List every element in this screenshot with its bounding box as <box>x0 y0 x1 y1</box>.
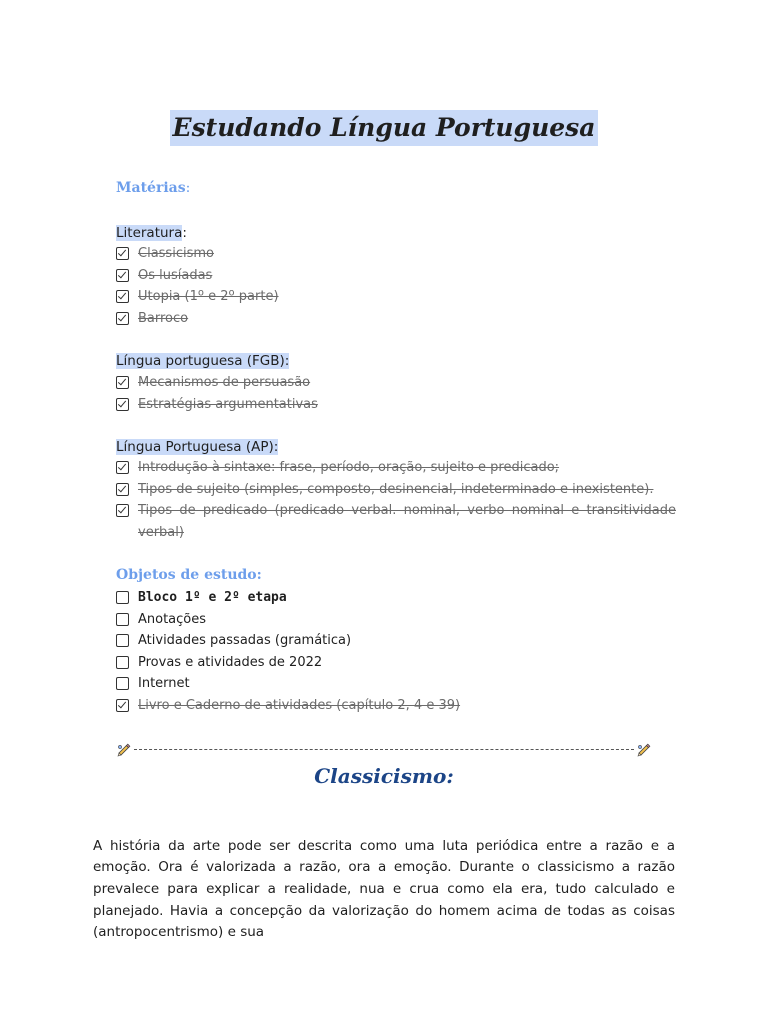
checkbox-unchecked[interactable] <box>116 591 129 604</box>
checklist-item <box>116 673 676 695</box>
checkbox-checked[interactable] <box>116 398 129 411</box>
pencil-icon <box>116 741 132 757</box>
checklist-item-text: Livro e Caderno de atividades (capítulo 2, 4 e 39) <box>138 697 461 713</box>
materias-heading-colon: : <box>185 180 191 196</box>
checklist-item-text: Mecanismos de persuasão <box>138 375 311 390</box>
checklist-objetos <box>116 587 676 717</box>
checklist-fgb <box>116 372 676 415</box>
group-label-text: Literatura <box>116 225 183 241</box>
checkbox-checked[interactable] <box>116 699 129 712</box>
checkbox-checked[interactable] <box>116 312 129 325</box>
checklist-item-text: Provas e atividades de 2022 <box>138 654 323 670</box>
checklist-item-text: Atividades passadas (gramática) <box>138 633 352 649</box>
checklist-item <box>116 308 676 330</box>
checkbox-checked[interactable] <box>116 247 129 260</box>
checklist-item <box>116 609 676 631</box>
checklist-item-text: Introdução à sintaxe: frase, período, oração, sujeito e predicado; <box>138 460 560 475</box>
checklist-item <box>116 286 676 308</box>
classicismo-title: Classicismo: <box>314 764 454 788</box>
checklist-item <box>116 372 676 394</box>
checklist-item <box>116 500 676 543</box>
checklist-literatura <box>116 243 676 329</box>
checkbox-unchecked[interactable] <box>116 656 129 669</box>
checkbox-checked[interactable] <box>116 269 129 282</box>
checkbox-checked[interactable] <box>116 290 129 303</box>
objetos-heading-text: Objetos de estudo: <box>116 567 262 583</box>
materias-heading <box>116 180 190 196</box>
checklist-item-text: Tipos de sujeito (simples, composto, desinencial, indeterminado e inexistente). <box>138 481 654 497</box>
checkbox-unchecked[interactable] <box>116 613 129 626</box>
checkbox-checked[interactable] <box>116 483 129 496</box>
pencil-icon <box>636 741 652 757</box>
group-label-suffix: : <box>182 225 187 241</box>
checkbox-checked[interactable] <box>116 504 129 517</box>
checklist-ap <box>116 457 676 543</box>
checklist-item <box>116 695 676 717</box>
checklist-item <box>116 394 676 416</box>
checklist-item <box>116 630 676 652</box>
checkbox-checked[interactable] <box>116 376 129 389</box>
checklist-item-text: Bloco 1º e 2º etapa <box>138 590 287 605</box>
checkbox-unchecked[interactable] <box>116 634 129 647</box>
checklist-item <box>116 457 676 479</box>
checklist-item <box>116 479 676 501</box>
checkbox-unchecked[interactable] <box>116 677 129 690</box>
group-label-text: Língua Portuguesa (AP): <box>116 439 279 455</box>
checklist-item <box>116 587 676 609</box>
page-title: Estudando Língua Portuguesa <box>170 110 599 146</box>
checklist-item-text: Internet <box>138 676 190 692</box>
checklist-item-text: Barroco <box>138 310 189 326</box>
materias-heading-text: Matérias <box>116 180 186 196</box>
title-wrap <box>0 110 768 146</box>
objetos-heading <box>116 567 262 583</box>
group-label-fgb <box>116 352 289 370</box>
group-label-literatura <box>116 224 187 242</box>
dashed-line <box>134 749 634 750</box>
checklist-item <box>116 243 676 265</box>
checklist-item <box>116 265 676 287</box>
checklist-item-text: Tipos de predicado (predicado verbal. nominal, verbo nominal e transitividade verbal) <box>138 503 676 540</box>
checklist-item-text: Os lusíadas <box>138 267 213 283</box>
checkbox-checked[interactable] <box>116 461 129 474</box>
classicismo-paragraph: A história da arte pode ser descrita como uma luta periódica entre a razão e a emoção. Ora é valorizada a razão, ora a emoção. Durante o classicismo a razão prevalece para explicar a realidade, nua e crua como ela era, tudo calculado e planejado. Havia a concepção da valorização do homem acima de todas as coisas (antropocentrismo) e sua <box>93 837 675 941</box>
group-label-ap <box>116 438 278 456</box>
checklist-item-text: Estratégias argumentativas <box>138 396 318 412</box>
dashed-divider <box>116 740 652 758</box>
checklist-item <box>116 652 676 674</box>
checklist-item-text: Utopia (1º e 2º parte) <box>138 289 279 305</box>
group-label-text: Língua portuguesa (FGB): <box>116 353 290 369</box>
checklist-item-text: Classicismo <box>138 246 214 261</box>
checklist-item-text: Anotações <box>138 611 207 627</box>
